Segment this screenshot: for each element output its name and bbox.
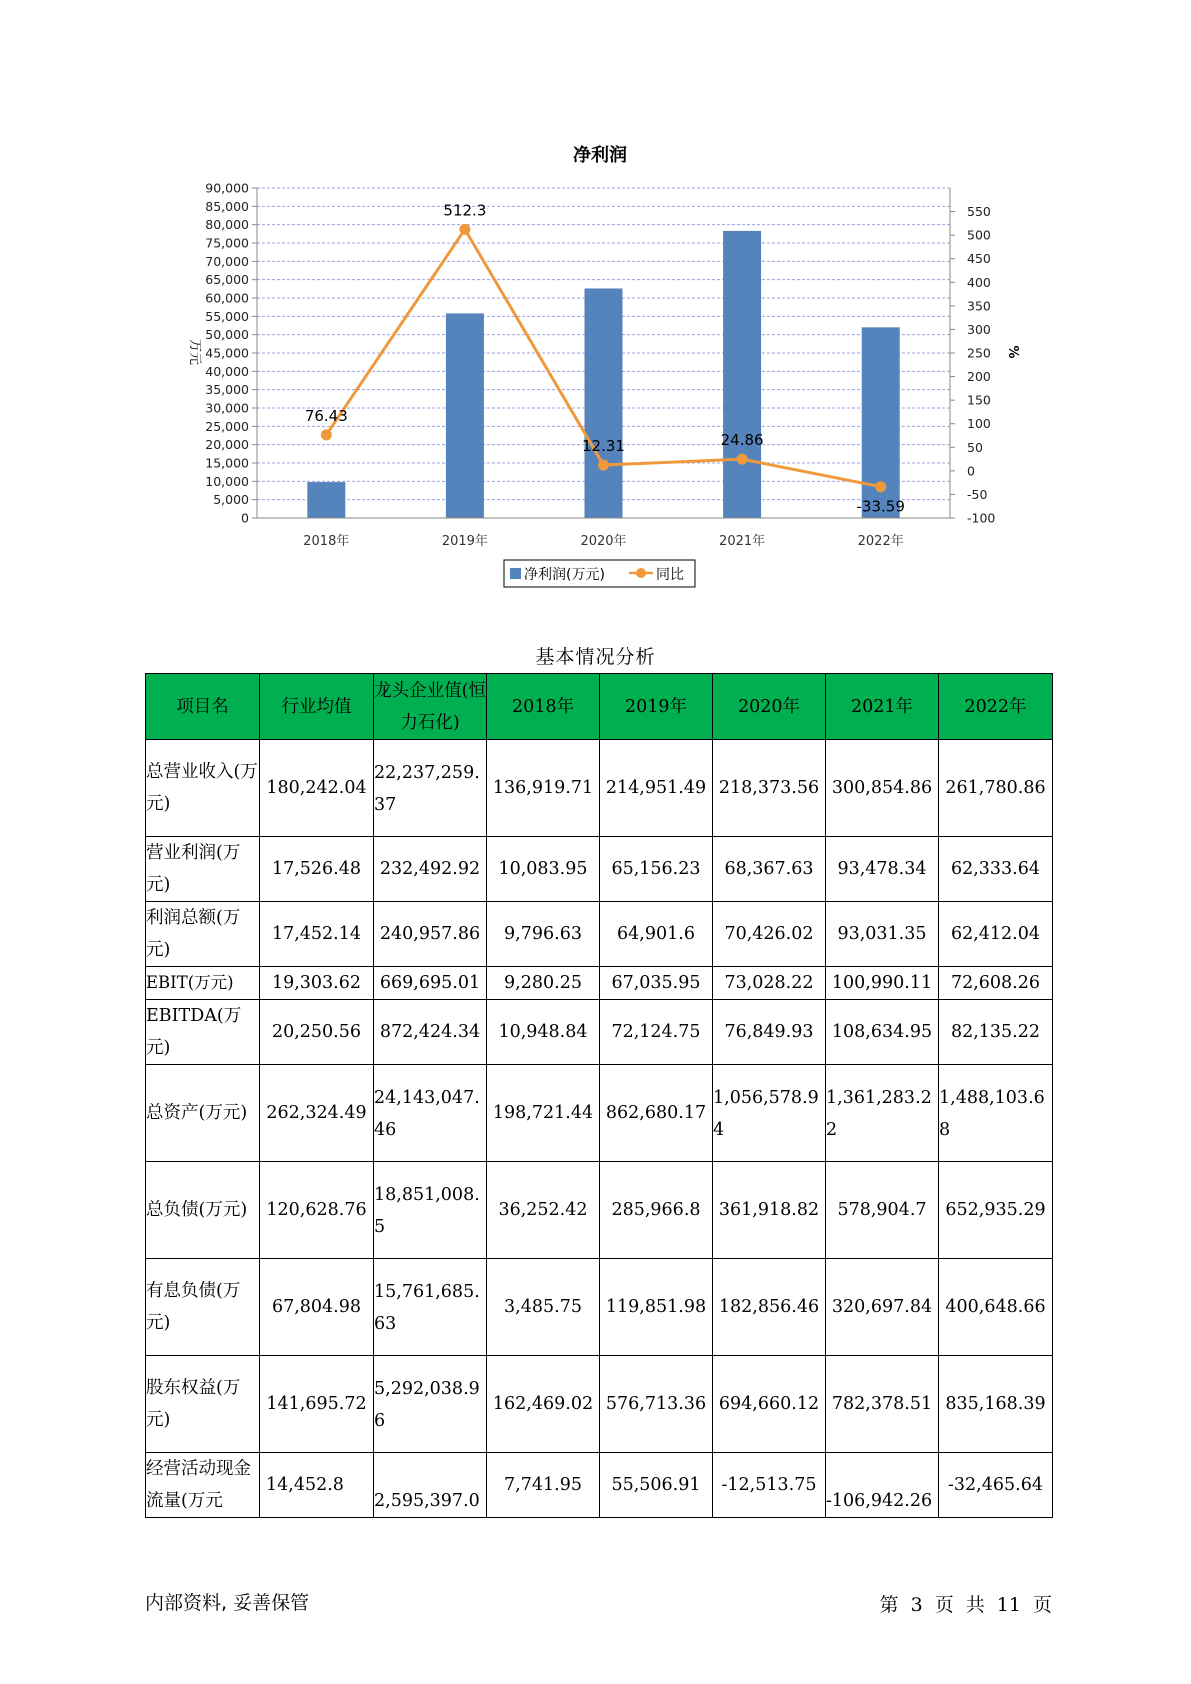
- cell-2022: 652,935.29: [939, 1162, 1053, 1259]
- left-tick-label: 15,000: [205, 455, 249, 471]
- cell-industry-avg: 19,303.62: [260, 967, 374, 1000]
- cell-2020: -12,513.75: [713, 1453, 826, 1518]
- row-label: 利润总额(万元): [146, 902, 260, 967]
- bar: [307, 482, 345, 518]
- x-tick-label: 2019年: [441, 534, 488, 549]
- right-tick-label: -100: [967, 510, 996, 526]
- x-tick-label: 2021年: [719, 534, 766, 549]
- x-tick-label: 2020年: [580, 534, 627, 549]
- right-tick-label: 50: [967, 439, 983, 455]
- chart-title: 净利润: [573, 145, 627, 166]
- cell-2018: 162,469.02: [487, 1356, 600, 1453]
- cell-2022: 62,333.64: [939, 837, 1053, 902]
- cell-2021: 300,854.86: [826, 740, 939, 837]
- cell-2018: 198,721.44: [487, 1065, 600, 1162]
- legend-line-label: 同比: [656, 567, 684, 583]
- cell-industry-avg: 120,628.76: [260, 1162, 374, 1259]
- cell-industry-avg: 17,452.14: [260, 902, 374, 967]
- cell-2022: 62,412.04: [939, 902, 1053, 967]
- cell-2019: 576,713.36: [600, 1356, 713, 1453]
- cell-2018: 36,252.42: [487, 1162, 600, 1259]
- cell-industry-avg: 14,452.8: [260, 1453, 374, 1518]
- header-2022: 2022年: [939, 674, 1053, 740]
- row-label: 总负债(万元): [146, 1162, 260, 1259]
- table-row: [146, 837, 1053, 902]
- left-tick-label: 35,000: [205, 382, 249, 398]
- left-tick-label: 90,000: [205, 180, 249, 196]
- row-label: 总资产(万元): [146, 1065, 260, 1162]
- right-tick-label: 150: [967, 392, 991, 408]
- cell-2022: -32,465.64: [939, 1453, 1053, 1518]
- cell-2020: 361,918.82: [713, 1162, 826, 1259]
- table-row: [146, 740, 1053, 837]
- cell-2022: 400,648.66: [939, 1259, 1053, 1356]
- cell-2022: 261,780.86: [939, 740, 1053, 837]
- cell-2022: 835,168.39: [939, 1356, 1053, 1453]
- cell-leader-value: 15,761,685.63: [374, 1259, 487, 1356]
- x-tick-label: 2018年: [303, 534, 350, 549]
- left-tick-label: 70,000: [205, 253, 249, 269]
- cell-2020: 68,367.63: [713, 837, 826, 902]
- row-label: 总营业收入(万元): [146, 740, 260, 837]
- cell-2020: 73,028.22: [713, 967, 826, 1000]
- x-axis-ticks: [303, 533, 903, 549]
- table-row: [146, 1453, 1053, 1518]
- data-label: -33.59: [856, 497, 905, 516]
- cell-2022: 82,135.22: [939, 1000, 1053, 1065]
- cell-2021: 782,378.51: [826, 1356, 939, 1453]
- left-tick-label: 20,000: [205, 437, 249, 453]
- cell-2019: 214,951.49: [600, 740, 713, 837]
- cell-leader-value: 22,237,259.37: [374, 740, 487, 837]
- cell-2021: 578,904.7: [826, 1162, 939, 1259]
- cell-2018: 136,919.71: [487, 740, 600, 837]
- right-tick-label: 350: [967, 298, 991, 314]
- legend-line-marker: [636, 568, 646, 578]
- cell-leader-value: 232,492.92: [374, 837, 487, 902]
- header-item-name: 项目名: [146, 674, 260, 740]
- cell-2020: 70,426.02: [713, 902, 826, 967]
- bar: [446, 313, 484, 518]
- cell-leader-value: 240,957.86: [374, 902, 487, 967]
- right-axis-ticks: [950, 204, 995, 525]
- row-label: 经营活动现金流量(万元: [146, 1453, 260, 1518]
- right-tick-label: 400: [967, 274, 991, 290]
- cell-2021: 1,361,283.22: [826, 1065, 939, 1162]
- cell-leader-value: 872,424.34: [374, 1000, 487, 1065]
- cell-2022: 1,488,103.68: [939, 1065, 1053, 1162]
- legend-bar-swatch: [510, 568, 521, 579]
- table-row: [146, 1065, 1053, 1162]
- left-tick-label: 5,000: [213, 492, 249, 508]
- table-header-row: [146, 674, 1053, 740]
- cell-2018: 10,083.95: [487, 837, 600, 902]
- data-label: 12.31: [582, 437, 625, 456]
- left-tick-label: 55,000: [205, 308, 249, 324]
- header-2018: 2018年: [487, 674, 600, 740]
- cell-2020: 694,660.12: [713, 1356, 826, 1453]
- cell-2018: 7,741.95: [487, 1453, 600, 1518]
- legend-bar-label: 净利润(万元): [524, 567, 605, 583]
- left-tick-label: 75,000: [205, 235, 249, 251]
- bar-series: [304, 231, 899, 518]
- table-row: [146, 902, 1053, 967]
- right-tick-label: -50: [967, 486, 988, 502]
- cell-2019: 119,851.98: [600, 1259, 713, 1356]
- bar: [723, 231, 761, 518]
- y-axis-label-right: %: [1005, 345, 1020, 359]
- cell-2021: -106,942.26: [826, 1453, 939, 1518]
- row-label: 有息负债(万元): [146, 1259, 260, 1356]
- cell-2018: 3,485.75: [487, 1259, 600, 1356]
- cell-leader-value: 5,292,038.96: [374, 1356, 487, 1453]
- footer-page-number: 第 3 页 共 11 页: [879, 1594, 1052, 1616]
- chart-legend: [504, 560, 695, 587]
- header-leader-value: 龙头企业值(恒力石化): [374, 674, 487, 740]
- left-tick-label: 60,000: [205, 290, 249, 306]
- right-tick-label: 250: [967, 345, 991, 361]
- table-row: [146, 1259, 1053, 1356]
- cell-2020: 76,849.93: [713, 1000, 826, 1065]
- footer-confidential-note: 内部资料, 妥善保管: [145, 1592, 310, 1614]
- cell-2020: 1,056,578.94: [713, 1065, 826, 1162]
- cell-2019: 285,966.8: [600, 1162, 713, 1259]
- table-row: [146, 967, 1053, 1000]
- line-point: [737, 454, 748, 465]
- cell-2019: 55,506.91: [600, 1453, 713, 1518]
- table-row: [146, 1162, 1053, 1259]
- cell-2021: 93,031.35: [826, 902, 939, 967]
- cell-2018: 10,948.84: [487, 1000, 600, 1065]
- row-label: 营业利润(万元): [146, 837, 260, 902]
- table-title: 基本情况分析: [535, 646, 656, 668]
- net-profit-chart: [0, 0, 1191, 600]
- cell-industry-avg: 180,242.04: [260, 740, 374, 837]
- line-point: [321, 429, 332, 440]
- cell-2021: 320,697.84: [826, 1259, 939, 1356]
- cell-2019: 64,901.6: [600, 902, 713, 967]
- right-tick-label: 300: [967, 321, 991, 337]
- table-row: [146, 1356, 1053, 1453]
- row-label: 股东权益(万元): [146, 1356, 260, 1453]
- cell-2018: 9,796.63: [487, 902, 600, 967]
- left-tick-label: 65,000: [205, 272, 249, 288]
- cell-industry-avg: 141,695.72: [260, 1356, 374, 1453]
- left-tick-label: 25,000: [205, 418, 249, 434]
- header-2021: 2021年: [826, 674, 939, 740]
- line-point: [459, 224, 470, 235]
- left-tick-label: 80,000: [205, 217, 249, 233]
- cell-leader-value: 18,851,008.5: [374, 1162, 487, 1259]
- cell-2020: 182,856.46: [713, 1259, 826, 1356]
- left-tick-label: 10,000: [205, 473, 249, 489]
- right-tick-label: 450: [967, 251, 991, 267]
- right-tick-label: 500: [967, 227, 991, 243]
- right-tick-label: 550: [967, 204, 991, 220]
- data-label: 24.86: [720, 431, 764, 450]
- cell-2019: 862,680.17: [600, 1065, 713, 1162]
- header-2019: 2019年: [600, 674, 713, 740]
- cell-leader-value: 24,143,047.46: [374, 1065, 487, 1162]
- table-row: [146, 1000, 1053, 1065]
- header-industry-avg: 行业均值: [260, 674, 374, 740]
- left-tick-label: 0: [241, 510, 249, 526]
- cell-industry-avg: 262,324.49: [260, 1065, 374, 1162]
- data-label: 512.3: [443, 201, 487, 220]
- cell-2020: 218,373.56: [713, 740, 826, 837]
- left-tick-label: 40,000: [205, 363, 249, 379]
- row-label: EBIT(万元): [146, 967, 260, 1000]
- data-label: 76.43: [304, 406, 348, 425]
- cell-industry-avg: 20,250.56: [260, 1000, 374, 1065]
- left-tick-label: 50,000: [205, 327, 249, 343]
- right-tick-label: 100: [967, 416, 991, 432]
- left-tick-label: 30,000: [205, 400, 249, 416]
- cell-2019: 65,156.23: [600, 837, 713, 902]
- header-2020: 2020年: [713, 674, 826, 740]
- cell-2021: 93,478.34: [826, 837, 939, 902]
- cell-2022: 72,608.26: [939, 967, 1053, 1000]
- cell-leader-value: 669,695.01: [374, 967, 487, 1000]
- basic-analysis-table: [145, 673, 1053, 1518]
- bar: [585, 288, 623, 518]
- right-tick-label: 200: [967, 369, 991, 385]
- y-axis-label-left: 万元: [187, 338, 202, 366]
- cell-2021: 100,990.11: [826, 967, 939, 1000]
- cell-2019: 72,124.75: [600, 1000, 713, 1065]
- cell-industry-avg: 17,526.48: [260, 837, 374, 902]
- cell-2021: 108,634.95: [826, 1000, 939, 1065]
- line-point: [875, 481, 886, 492]
- right-tick-label: 0: [967, 463, 975, 479]
- cell-leader-value: 2,595,397.0: [374, 1453, 487, 1518]
- left-axis-ticks: [205, 181, 257, 526]
- cell-2018: 9,280.25: [487, 967, 600, 1000]
- left-tick-label: 85,000: [205, 198, 249, 214]
- x-tick-label: 2022年: [857, 534, 904, 549]
- cell-2019: 67,035.95: [600, 967, 713, 1000]
- left-tick-label: 45,000: [205, 345, 249, 361]
- row-label: EBITDA(万元): [146, 1000, 260, 1065]
- cell-industry-avg: 67,804.98: [260, 1259, 374, 1356]
- line-point: [598, 460, 609, 471]
